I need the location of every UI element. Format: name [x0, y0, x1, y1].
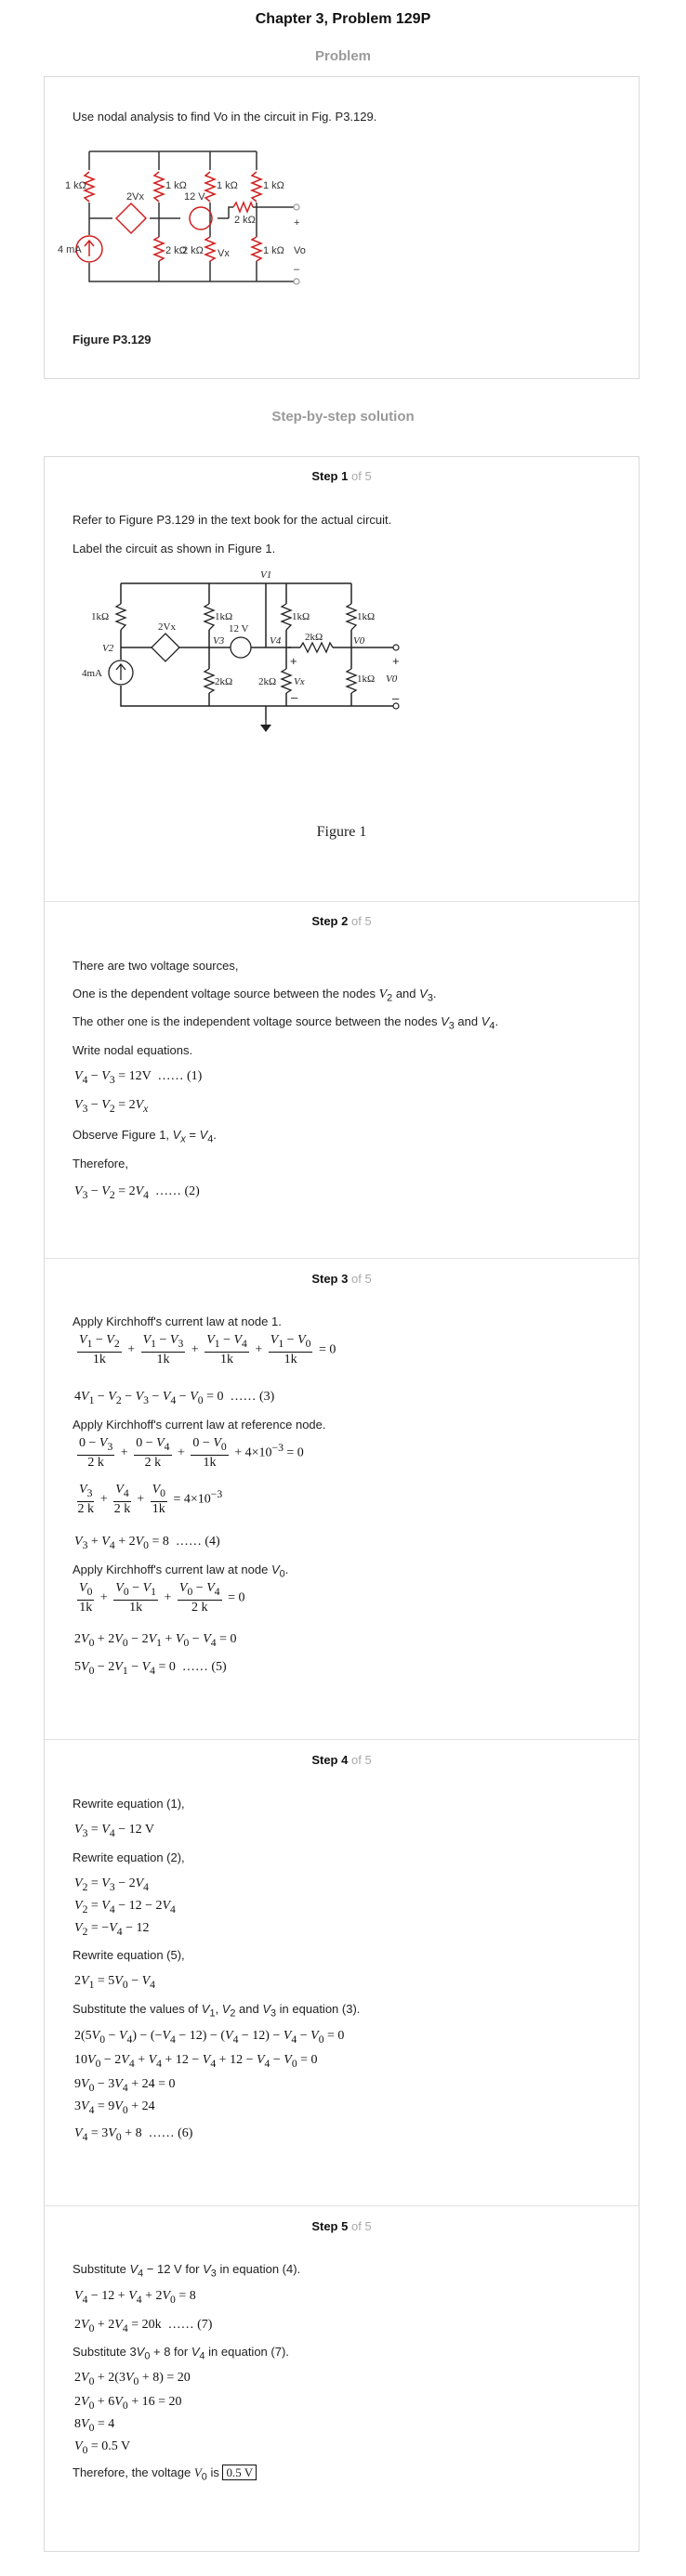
step-4-header: Step 4 of 5: [311, 1753, 372, 1767]
step-5-header: Step 5 of 5: [311, 2219, 372, 2233]
step-3-eq-4: $\frac{V_3}{2 k}$ + $\frac{V_4}{2 k}$ + $\frac{V_0}{1k}$ = $4\times 10^{-3}$: [77, 1483, 223, 1516]
f1-dep: 2Vx: [158, 621, 176, 633]
f1-plus: +: [290, 654, 297, 668]
f1-v0-node: V0: [353, 635, 365, 647]
f1-out-plus: +: [392, 654, 400, 668]
step-3-eq-7: $2V_0 + 2V_0 - 2V_1 + V_0 - V_4 = 0$: [74, 1632, 237, 1649]
f1-v0-out: V0: [386, 673, 398, 685]
f1-cs: 4mA: [82, 668, 102, 679]
f1-v3: V3: [213, 635, 225, 647]
step-2-header: Step 2 of 5: [311, 914, 372, 928]
step-4-eq-4: $V_2 = -V_4 - 12$: [74, 1921, 150, 1938]
step-3-eq-5: $V_3 + V_4 + 2V_0 = 8$ …… (4): [74, 1535, 220, 1551]
f1-v4: V4: [270, 635, 282, 647]
label-r3: 1 kΩ: [217, 180, 238, 191]
solution-card: [44, 456, 640, 2552]
f1-vs: 12 V: [229, 623, 249, 634]
f1-out-minus: –: [392, 691, 400, 705]
step-2-eq-1: $V_4 - V_3 = 12V$ …… (1): [74, 1069, 203, 1086]
f1-vx: Vx: [294, 676, 305, 687]
step-1-figure-caption: Figure 1: [316, 824, 367, 840]
step-5-eq-2: $2V_0 + 2V_4 = 20k$ …… (7): [74, 2318, 213, 2334]
step-1-circuit: [82, 567, 519, 836]
label-plus: +: [294, 217, 300, 229]
label-r7: 2 kΩ: [182, 245, 204, 256]
f1-r1: 1kΩ: [91, 611, 110, 622]
f1-r8: 1kΩ: [357, 673, 376, 685]
f1-r2: 1kΩ: [215, 611, 233, 622]
step-2-line-5: Observe Figure 1, $V_x = V_4$.: [73, 1128, 217, 1145]
step-1-header: Step 1 of 5: [311, 469, 372, 483]
step-4-eq-3: $V_2 = V_4 - 12 - 2V_4$: [74, 1899, 176, 1916]
step-4-line-3: Rewrite equation (5),: [73, 1948, 185, 1962]
f1-r4: 1kΩ: [357, 611, 376, 622]
step-5-line-3: Therefore, the voltage $V_0$ is 0.5 V: [73, 2465, 257, 2483]
step-4-line-1: Rewrite equation (1),: [73, 1797, 185, 1811]
step-3-eq-1: $\frac{V_1 - V_2}{1k}$ + $\frac{V_1 - V_3}{1k}$ + $\frac{V_1 - V_4}{1k}$ + $\frac{V_1 - V_0}{1k}$ = 0: [79, 1333, 336, 1366]
label-r2: 1 kΩ: [165, 180, 187, 191]
label-r6: 2 kΩ: [165, 245, 187, 256]
step-5-line-2: Substitute $3V_0 + 8$ for $V_4$ in equation (7).: [73, 2345, 289, 2362]
step-4-eq-9: $3V_4 = 9V_0 + 24$: [74, 2099, 155, 2116]
f1-r3: 1kΩ: [292, 611, 310, 622]
f1-r7: 2kΩ: [258, 676, 277, 687]
step-4-eq-6: $2(5V_0 - V_4) - (-V_4 - 12) - (V_4 - 12) - V_4 - V_0 = 0$: [74, 2029, 345, 2046]
step-4-eq-2: $V_2 = V_3 - 2V_4$: [74, 1876, 149, 1893]
step-3-eq-3: $\frac{0 - V_3}{2 k}$ + $\frac{0 - V_4}{2 k}$ + $\frac{0 - V_0}{1k}$ + $4\times 10^{-3} = 0$: [79, 1436, 304, 1470]
problem-text: Use nodal analysis to find Vo in the circuit in Fig. P3.129.: [73, 110, 377, 124]
step-3-line-2: Apply Kirchhoff's current law at reference node.: [73, 1418, 326, 1432]
step-2-eq-2: $V_3 - V_2 = 2V_x$: [74, 1098, 149, 1115]
label-r5: 2 kΩ: [234, 215, 256, 226]
label-cs: 4 mA: [58, 244, 82, 255]
step-3-eq-8: $5V_0 - 2V_1 - V_4 = 0$ …… (5): [74, 1660, 227, 1677]
f1-r5: 2kΩ: [305, 632, 323, 643]
step-5-eq-3: $2V_0 + 2(3V_0 + 8) = 20$: [74, 2371, 191, 2387]
step-4-eq-7: $10V_0 - 2V_4 + V_4 + 12 - V_4 + 12 - V_4 - V_0 = 0$: [74, 2053, 318, 2070]
step-3-eq-2: $4V_1 - V_2 - V_3 - V_4 - V_0 = 0$ …… (3): [74, 1390, 275, 1406]
f1-r6: 2kΩ: [215, 676, 233, 687]
step-5-eq-5: $8V_0 = 4$: [74, 2417, 115, 2434]
step-5-eq-4: $2V_0 + 6V_0 + 16 = 20$: [74, 2395, 182, 2412]
step-1-line-1: Refer to Figure P3.129 in the text book for the actual circuit.: [73, 513, 392, 527]
step-4-eq-5: $2V_1 = 5V_0 - V_4$: [74, 1974, 155, 1991]
solution-section-label: Step-by-step solution: [271, 409, 415, 425]
label-r4: 1 kΩ: [263, 180, 284, 191]
step-2-line-4: Write nodal equations.: [73, 1043, 193, 1057]
problem-figure-caption: Figure P3.129: [73, 333, 152, 347]
step-3-line-1: Apply Kirchhoff's current law at node 1.: [73, 1314, 282, 1328]
step-4-eq-1: $V_3 = V_4 - 12$ V: [74, 1823, 154, 1839]
step-1-line-2: Label the circuit as shown in Figure 1.: [73, 542, 276, 556]
label-r1: 1 kΩ: [65, 180, 86, 191]
label-minus: –: [294, 264, 300, 275]
step-5-eq-6: $V_0 = 0.5$ V: [74, 2439, 131, 2456]
step-4-eq-8: $9V_0 - 3V_4 + 24 = 0$: [74, 2077, 176, 2094]
step-3-eq-6: $\frac{V_0}{1k}$ + $\frac{V_0 - V_1}{1k}$ + $\frac{V_0 - V_4}{2 k}$ = 0: [79, 1581, 245, 1615]
step-3-line-3: Apply Kirchhoff's current law at node $V_0$.: [73, 1563, 289, 1580]
step-2-line-2: One is the dependent voltage source between the nodes $V_2$ and $V_3$.: [73, 987, 437, 1004]
label-dep: 2Vx: [126, 191, 144, 203]
step-2-line-1: There are two voltage sources,: [73, 959, 239, 973]
problem-card: [44, 76, 640, 379]
label-vs: 12 V: [184, 191, 205, 203]
step-2-line-6: Therefore,: [73, 1157, 128, 1170]
problem-circuit: [58, 133, 424, 314]
step-4-line-2: Rewrite equation (2),: [73, 1850, 185, 1864]
step-3-header: Step 3 of 5: [311, 1272, 372, 1286]
label-r8: 1 kΩ: [263, 245, 284, 256]
final-answer: 0.5 V: [222, 2465, 257, 2480]
step-4-line-4: Substitute the values of $V_1$, $V_2$ and $V_3$ in equation (3).: [73, 2002, 361, 2020]
label-vo: Vo: [294, 245, 306, 256]
page-title: Chapter 3, Problem 129P: [255, 11, 431, 27]
step-4-eq-10: $V_4 = 3V_0 + 8$ …… (6): [74, 2126, 193, 2143]
f1-v1: V1: [260, 569, 272, 581]
label-vx: Vx: [218, 248, 230, 259]
problem-section-label: Problem: [314, 48, 371, 64]
f1-minus: –: [291, 690, 298, 704]
step-5-eq-1: $V_4 - 12 + V_4 + 2V_0 = 8$: [74, 2289, 196, 2306]
step-2-line-3: The other one is the independent voltage source between the nodes $V_3$ and $V_4$.: [73, 1014, 499, 1032]
f1-v2: V2: [102, 643, 114, 654]
step-5-line-1: Substitute $V_4 - 12$ V for $V_3$ in equation (4).: [73, 2262, 301, 2280]
step-2-eq-3: $V_3 - V_2 = 2V_4$ …… (2): [74, 1184, 200, 1201]
